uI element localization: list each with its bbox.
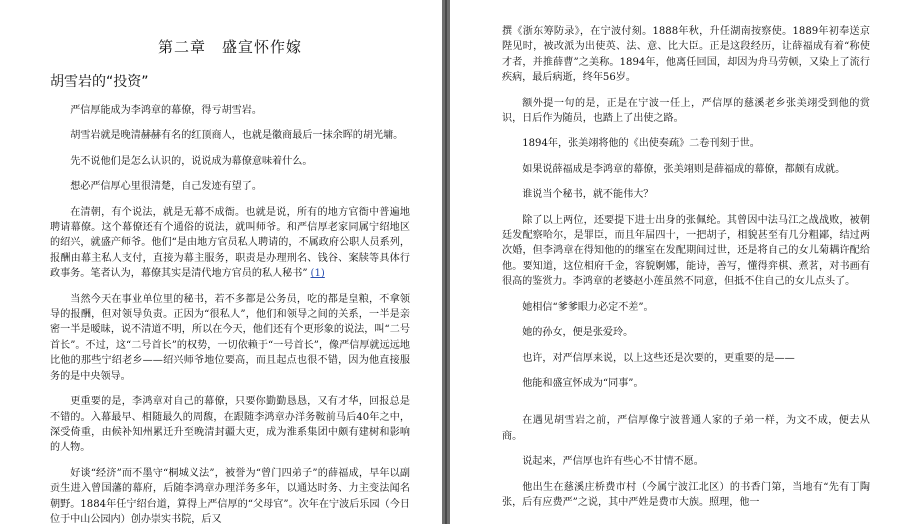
paragraph: 她的孙女，便是张爱玲。 [522,327,634,339]
paragraph: 当然今天在事业单位里的秘书，若不多都是公务员，吃的都是皇粮，不拿领导的报酬，但对领导负责。正因为“很私人”，他们和领导之间的关系，一半是亲密一半是暧昧，说不清道不明，所以在今天，他们还有个更形象的说法，叫“二号首长”。不过，这“二号首长”的权势，一切依赖于“一号首长”，像严信厚就远远地比他的那些宁绍老乡——绍兴师爷地位要高，而且起点也很不错，因为他直接服务的是中央领导。 [50,293,410,382]
paragraph-with-footnote [50,205,410,282]
section-break [502,401,870,413]
paragraph: 想必严信厚心里很清楚，自己发迹有望了。 [70,181,262,193]
paragraph: 先不说他们是怎么认识的，说说成为幕僚意味着什么。 [70,155,313,167]
page-divider [445,0,447,524]
paragraph: 除了以上两位，还要提下进士出身的张佩纶。其曾因中法马江之战战败，被朝廷发配察哈尔，是罪臣，而且年届四十，一把胡子，相貌甚至有几分粗鄙，结过两次婚，但李鸿章在得知他的的继室在发配期间过世，还是将自己的女儿菊耦许配给他。要知道，这位相府千金，容貌婀娜，能诗，善写，懂得弈棋、煮茗，对书画有很高的鉴赏力。李鸿章的老婆赵小莲虽然不同意，但抵不住自己的女儿点头了。 [502,214,870,288]
paragraph: 严信厚能成为李鸿章的幕僚，得亏胡雪岩。 [70,105,262,116]
paragraph-text: 在清朝，有个说法，就是无幕不成衙。也就是说，所有的地方官衙中普遍地聘请幕僚。这个幕僚还有个通俗的说法，就叫师爷。和严信厚老家同属宁绍地区的绍兴，就盛产师爷。他们“是由地方官员私人聘请的，不属政府公职人员系列，报酬由幕主私人支付，直接为幕主服务，职责是办理刑名、钱谷、案牍等具体行政事务。笔者认为，幕僚其实是清代地方官员的私人秘书” [50,206,410,280]
paragraph: 胡雪岩就是晚清赫赫有名的红顶商人，也就是徽商最后一抹余晖的胡光墉。 [70,130,404,142]
paragraph: 说起来，严信厚也许有些心不甘情不愿。 [522,456,704,468]
paragraph: 更重要的是，李鸿章对自己的幕僚，只要你勤勤恳恳，又有才华，回报总是不错的。入幕最早、相随最久的周馥，在跟随李鸿章办洋务鞍前马后40年之中，深受倚重，由候补知州累迁升至晚清封疆大吏，成为淮系集团中颇有建树和影响的人物。 [50,396,410,454]
page-gutter [442,0,450,524]
paragraph: 在遇见胡雪岩之前，严信厚像宁波普通人家的子弟一样，为文不成，便去从商。 [502,415,870,442]
paragraph: 谁说当个秘书，就不能伟大？ [522,189,654,201]
paragraph: 他出生在慈溪庄桥费市村（今属宁波江北区）的书香门第，当地有“先有丁陶张，后有应费严”之说，其中严姓是费市大族。照理，他一 [502,481,870,508]
right-page [450,0,900,524]
footnote-link[interactable]: (1) [310,268,325,280]
paragraph: 好谈“经济”而不墨守“桐城义法”，被誉为“曾门四弟子”的薛福成，早年以副贡生进入曾国藩的幕府，后随李鸿章办理洋务多年，以通达时务、力主变法闻名朝野。1884年任宁绍台道，算得上严信厚的“父母官”。次年在宁波后乐园（今日位于中山公园内）创办崇实书院，后又 [50,467,410,524]
paragraph: 她相信“爹爹眼力必定不差”。 [522,301,654,313]
paragraph: 他能和盛宣怀成为“同事”。 [522,377,644,389]
paragraph: 额外提一句的是，正是在宁波一任上，严信厚的慈溪老乡张美翊受到他的赏识，日后作为随员，也踏上了出使之路。 [502,97,870,125]
paragraph-continued: 撰《浙东筹防录》，在宁波付刻。1888年秋，升任湖南按察使。1889年初奉送京陛见时，被改派为出使英、法、意、比大臣。正是这段经历，让薛福成有着“称使才者，并推薛曹”之美称。1894年，他离任回国，却因为舟马劳顿，又染上了流行疾病，最后病逝，终年56岁。 [502,26,870,84]
paragraph: 如果说薛福成是李鸿章的幕僚，张美翊则是薛福成的幕僚，都颇有成就。 [522,163,846,175]
chapter-title: 第二章 盛宣怀作嫁 [157,38,302,56]
section-title: 胡雪岩的“投资” [50,74,149,90]
paragraph: 1894年，张美翊将他的《出使奏疏》二卷刊刻于世。 [522,138,760,150]
left-page [0,0,442,524]
paragraph: 也许，对严信厚来说，以上这些还是次要的，更重要的是—— [522,352,795,364]
